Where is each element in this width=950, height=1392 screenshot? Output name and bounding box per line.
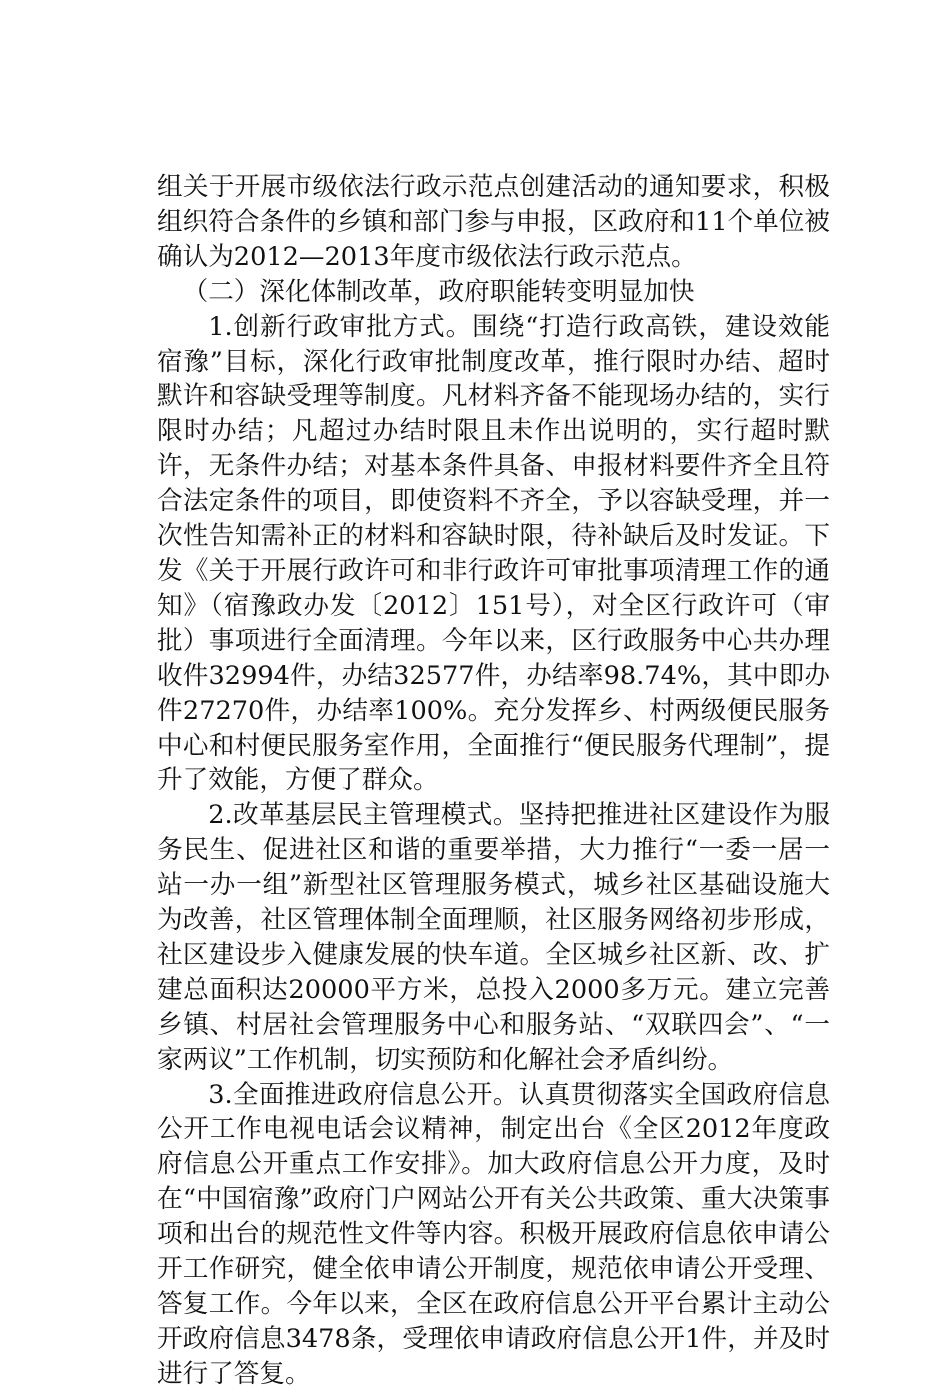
document-page [157,170,830,1392]
paragraph-continued: 组关于开展市级依法行政示范点创建活动的通知要求，积极组织符合条件的乡镇和部门参与申报，区政府和11个单位被确认为2012—2013年度市级依法行政示范点。 [157,172,830,272]
paragraph-approval-reform: 1.创新行政审批方式。围绕“打造行政高铁，建设效能宿豫”目标，深化行政审批制度改革，推行限时办结、超时默许和容缺受理等制度。凡材料齐备不能现场办结的，实行限时办结；凡超过办结时限且未作出说明的，实行超时默许，无条件办结；对基本条件具备、申报材料要件齐全且符合法定条件的项目，即使资料不齐全，予以容缺受理，并一次性告知需补正的材料和容缺时限，待补缺后及时发证。下发《关于开展行政许可和非行政许可审批事项清理工作的通知》（宿豫政办发〔2012〕151号），对全区行政许可（审批）事项进行全面清理。今年以来，区行政服务中心共办理收件32994件，办结32577件，办结率98.74%，其中即办件27270件，办结率100%。充分发挥乡、村两级便民服务中心和村便民服务室作用，全面推行“便民服务代理制”，提升了效能，方便了群众。 [157,311,830,796]
paragraph-community-management: 2.改革基层民主管理模式。坚持把推进社区建设作为服务民生、促进社区和谐的重要举措，大力推行“一委一居一站一办一组”新型社区管理服务模式，城乡社区基础设施大为改善，社区管理体制全面理顺，社区服务网络初步形成，社区建设步入健康发展的快车道。全区城乡社区新、改、扩建总面积达20000平方米，总投入2000多万元。建立完善乡镇、村居社会管理服务中心和服务站、“双联四会”、“一家两议”工作机制，切实预防和化解社会矛盾纠纷。 [157,800,830,1075]
section-heading: （二）深化体制改革，政府职能转变明显加快 [182,276,695,307]
paragraph-information-disclosure: 3.全面推进政府信息公开。认真贯彻落实全国政府信息公开工作电视电话会议精神，制定出台《全区2012年度政府信息公开重点工作安排》。加大政府信息公开力度，及时在“中国宿豫”政府门户网站公开有关公共政策、重大决策事项和出台的规范性文件等内容。积极开展政府信息依申请公开工作研究，健全依申请公开制度，规范依申请公开受理、答复工作。今年以来，全区在政府信息公开平台累计主动公开政府信息3478条，受理依申请政府信息公开1件，并及时进行了答复。 [157,1079,830,1389]
